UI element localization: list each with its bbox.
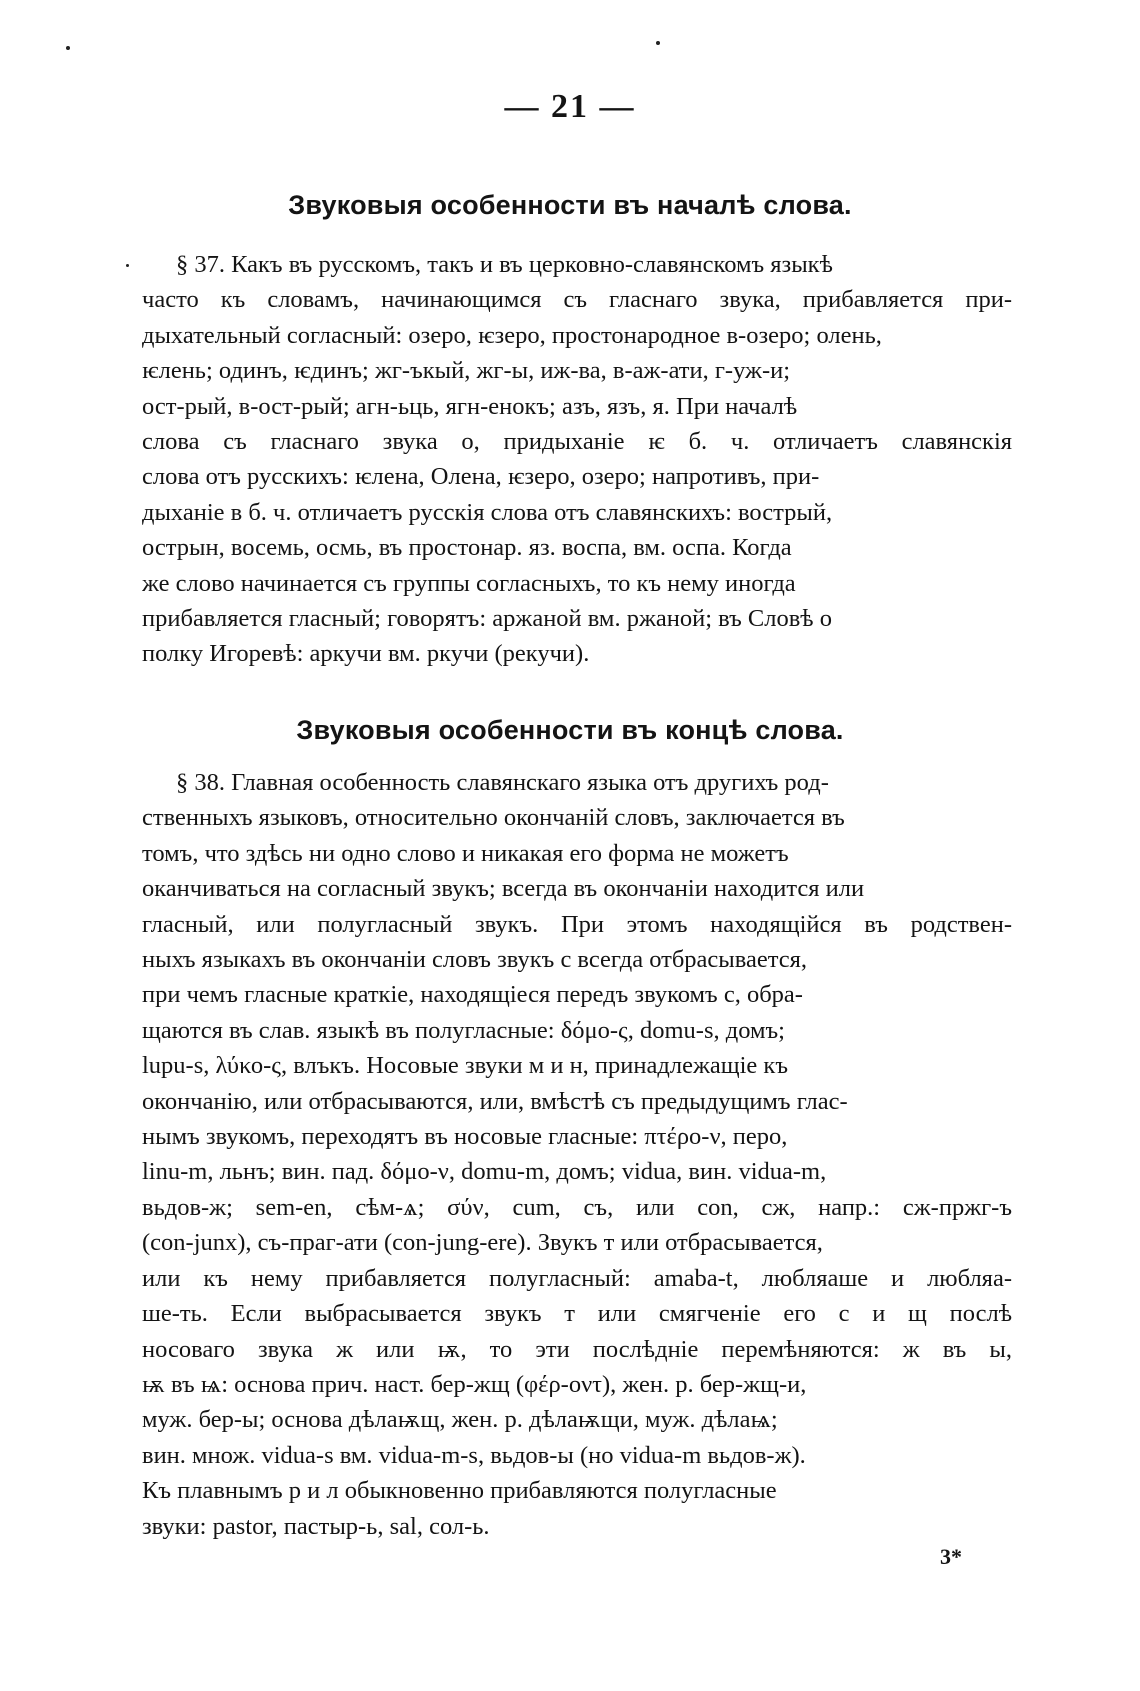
text-line: linu-m, льнъ; вин. пад. δόμο-ν, domu-m, домъ; vidua, вин. vidua-m, bbox=[142, 1158, 827, 1186]
text-line: при чемъ гласные краткіе, находящіеся передъ звукомъ с, обра- bbox=[142, 981, 803, 1009]
text-line: или къ нему прибавляется полугласный: amaba-t, любляаше и любляа- bbox=[142, 1264, 1012, 1292]
text-line: Къ плавнымъ р и л обыкновенно прибавляются полугласные bbox=[142, 1477, 777, 1505]
text-line: дыханіе в б. ч. отличаетъ русскія слова отъ славянскихъ: вострый, bbox=[142, 498, 833, 526]
text-line: (con-junx), съ-праг-ати (con-jung-ere). Звукъ т или отбрасывается, bbox=[142, 1229, 823, 1257]
text-line: окончанію, или отбрасываются, или, вмѣстѣ съ предыдущимъ глас- bbox=[142, 1087, 848, 1115]
text-line: § 38. Главная особенность славянскаго языка отъ другихъ род- bbox=[176, 769, 829, 796]
text-line: щаются въ слав. языкѣ въ полугласные: δόμο-ς, domu-s, домъ; bbox=[142, 1016, 785, 1044]
text-line: муж. бер-ы; основа дѣлаѭщ, жен. р. дѣлаѭщи, муж. дѣлаѩ; bbox=[142, 1406, 778, 1434]
text-line: звуки: pastor, пастыр-ь, sal, сол-ь. bbox=[142, 1512, 490, 1540]
text-line: гласный, или полугласный звукъ. При этомъ находящійся въ родствен- bbox=[142, 910, 1012, 938]
speck bbox=[66, 46, 70, 50]
page-number: — 21 — bbox=[504, 88, 636, 125]
text-line: ѭ въ ѩ: основа прич. наст. бер-жщ (φέρ-οντ), жен. р. бер-жщ-и, bbox=[142, 1370, 807, 1398]
text-line: вьдов-ж; sem-en, сѣм-ѧ; σύν, cum, съ, или con, сж, напр.: сж-пржг-ъ bbox=[142, 1193, 1012, 1221]
text-line: прибавляется гласный; говорятъ: аржаной вм. ржаной; въ Словѣ о bbox=[142, 605, 832, 633]
text-line: полку Игоревѣ: аркучи вм. ркучи (рекучи). bbox=[142, 640, 590, 668]
section-37-heading: Звуковыя особенности въ началѣ слова. bbox=[288, 190, 852, 220]
text-line: нымъ звукомъ, переходятъ въ носовые гласные: πτέρο-ν, перо, bbox=[142, 1123, 788, 1151]
speck bbox=[126, 264, 129, 267]
speck bbox=[656, 41, 660, 45]
text-line: ше-ть. Если выбрасывается звукъ т или смягченіе его с и щ послѣ bbox=[142, 1300, 1012, 1328]
text-line: § 37. Какъ въ русскомъ, такъ и въ церковно-славянскомъ языкѣ bbox=[176, 251, 833, 278]
text-line: носоваго звука ж или ѭ, то эти послѣдніе перемѣняются: ж въ ы, bbox=[142, 1335, 1012, 1363]
text-line: вин. множ. vidua-s вм. vidua-m-s, вьдов-ы (но vidua-m вьдов-ж). bbox=[142, 1441, 806, 1469]
text-line: ственныхъ языковъ, относительно окончаній словъ, заключается въ bbox=[142, 804, 845, 832]
text-line: томъ, что здѣсь ни одно слово и никакая его форма не можетъ bbox=[142, 839, 789, 867]
text-line: ѥлень; одинъ, ѥдинъ; жг-ъкый, жг-ы, иж-ва, в-аж-ати, г-уж-и; bbox=[142, 357, 791, 385]
text-line: часто къ словамъ, начинающимся съ гласнаго звука, прибавляется при- bbox=[142, 286, 1012, 314]
text-line: слова съ гласнаго звука о, придыханіе ѥ б. ч. отличаетъ славянскія bbox=[142, 428, 1012, 456]
section-38-paragraph bbox=[142, 765, 1012, 1544]
text-line: слова отъ русскихъ: ѥлена, Олена, ѥзеро, озеро; напротивъ, при- bbox=[142, 463, 820, 491]
text-line: ост-рый, в-ост-рый; агн-ьць, ягн-енокъ; азъ, язъ, я. При началѣ bbox=[142, 392, 798, 420]
section-37-paragraph bbox=[142, 247, 1012, 672]
text-line: острын, восемь, осмь, въ простонар. яз. воспа, вм. оспа. Когда bbox=[142, 534, 792, 562]
section-38-heading: Звуковыя особенности въ концѣ слова. bbox=[296, 715, 844, 745]
text-line: же слово начинается съ группы согласныхъ, то къ нему иногда bbox=[142, 569, 796, 597]
text-line: оканчиваться на согласный звукъ; всегда въ окончаніи находится или bbox=[142, 875, 865, 903]
text-line: дыхательный согласный: озеро, ѥзеро, простонародное в-озеро; олень, bbox=[142, 321, 882, 349]
text-line: lupu-s, λύκο-ς, влъкъ. Носовые звуки м и н, принадлежащіе къ bbox=[142, 1052, 788, 1080]
signature-mark: 3* bbox=[940, 1544, 962, 1569]
text-line: ныхъ языкахъ въ окончаніи словъ звукъ с всегда отбрасывается, bbox=[142, 946, 808, 974]
